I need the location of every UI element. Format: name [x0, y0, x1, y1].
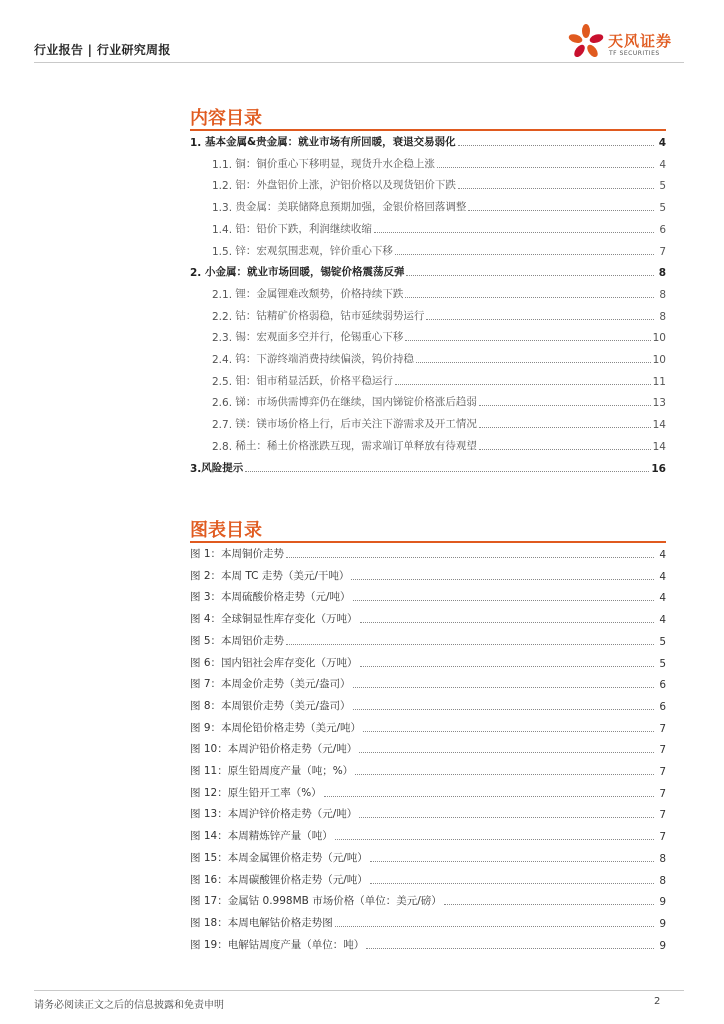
figures-entry-page: 6: [659, 700, 666, 713]
footer-divider: [34, 990, 684, 991]
figures-entry-page: 4: [659, 614, 666, 627]
contents-entry-page: 6: [659, 223, 666, 236]
contents-entry-title: 铜：铜价重心下移明显，现货升水企稳上涨: [235, 157, 435, 170]
footer-disclaimer: 请务必阅读正文之后的信息披露和免责申明: [34, 1000, 224, 1011]
contents-entry-page: 8: [658, 267, 666, 280]
figures-entry-page: 4: [659, 549, 666, 561]
dot-leader: [395, 254, 654, 255]
figures-title: 图表目录: [190, 520, 262, 541]
figures-entry-page: 9: [659, 939, 666, 952]
dot-leader: [359, 752, 654, 753]
contents-entry-page: 8: [659, 310, 666, 323]
dot-leader: [468, 210, 654, 211]
figures-entry-title: 图 7：本周金价走势（美元/盎司）: [190, 678, 351, 691]
figures-entry-title: 图 13：本周沪锌价格走势（元/吨）: [190, 808, 358, 821]
dot-leader: [366, 948, 654, 949]
contents-entry-page: 14: [652, 419, 666, 432]
contents-entry[interactable]: [190, 370, 666, 388]
figures-entry[interactable]: [190, 738, 666, 756]
contents-entry-number: 1.5.: [212, 245, 236, 258]
figures-entry-page: 7: [659, 744, 666, 757]
figures-entry[interactable]: [190, 934, 666, 952]
contents-entry[interactable]: [190, 196, 666, 214]
contents-entry-title: 铝：外盘铝价上涨，沪铝价格以及现货铝价下跌: [235, 179, 456, 192]
dot-leader: [405, 340, 650, 341]
figures-entry-page: 8: [659, 852, 666, 865]
dot-leader: [479, 449, 651, 450]
dot-leader: [479, 405, 651, 406]
figures-entry[interactable]: [190, 652, 666, 670]
contents-entry-page: 8: [659, 288, 666, 301]
contents-entry-number: 2.8.: [212, 440, 236, 453]
figures-entry[interactable]: [190, 608, 666, 626]
contents-entry-number: 1.1.: [212, 158, 236, 171]
figures-entry-page: 5: [659, 657, 666, 670]
dot-leader: [324, 796, 654, 797]
dot-leader: [458, 145, 654, 146]
contents-entry-number: 2.6.: [212, 397, 236, 410]
figures-entry-title: 图 18：本周电解钴价格走势图: [190, 916, 333, 929]
dot-leader: [437, 167, 654, 168]
header-divider: [34, 62, 684, 63]
dot-leader: [405, 297, 654, 298]
contents-entry-title: 锂：金属锂难改颓势，价格持续下跌: [235, 287, 404, 300]
contents-entry-page: 13: [652, 397, 666, 410]
contents-entry[interactable]: [190, 283, 666, 301]
figures-entry-title: 图 14：本周精炼锌产量（吨）: [190, 830, 333, 843]
contents-title: 内容目录: [190, 108, 262, 129]
contents-entry-title: 贵金属：美联储降息预期加强，金银价格回落调整: [235, 201, 467, 214]
contents-entry-number: 2.7.: [212, 419, 236, 432]
contents-entry-number: 2.5.: [212, 375, 236, 388]
figures-entry-title: 图 6：国内铝社会库存变化（万吨）: [190, 656, 358, 669]
contents-entry-number: 2.2.: [212, 310, 236, 323]
figures-entry-page: 7: [659, 809, 666, 822]
contents-entry-number: 2.: [190, 267, 205, 280]
figures-entry-title: 图 10：本周沪铅价格走势（元/吨）: [190, 743, 358, 756]
dot-leader: [360, 622, 654, 623]
contents-entry[interactable]: [190, 240, 666, 258]
dot-leader: [335, 839, 654, 840]
contents-entry[interactable]: [190, 305, 666, 323]
contents-entry-number: 2.3.: [212, 332, 236, 345]
contents-entry[interactable]: [190, 435, 666, 453]
contents-entry[interactable]: [190, 174, 666, 192]
contents-entry-title: 钼：钼市稍显活跃，价格平稳运行: [235, 374, 393, 387]
contents-entry-page: 5: [659, 180, 666, 193]
contents-entry-page: 7: [659, 245, 666, 258]
dot-leader: [370, 883, 654, 884]
figures-entry[interactable]: [190, 847, 666, 865]
contents-entry-title: 锌：宏观氛围悲观，锌价重心下移: [235, 244, 393, 257]
dot-leader: [370, 861, 654, 862]
figures-entry-page: 4: [659, 570, 666, 583]
contents-entry-number: 2.1.: [212, 288, 236, 301]
contents-entry-title: 小金属：就业市场回暖，锡锭价格震荡反弹: [204, 266, 405, 279]
dot-leader: [444, 904, 654, 905]
contents-entry-title: 基本金属&贵金属：就业市场有所回暖，衰退交易弱化: [204, 136, 456, 148]
dot-leader: [360, 666, 654, 667]
figures-entry-title: 图 19：电解钴周度产量（单位：吨）: [190, 938, 365, 951]
dot-leader: [353, 687, 654, 688]
figures-entry-title: 图 16：本周碳酸锂价格走势（元/吨）: [190, 873, 368, 886]
figures-entry-page: 7: [659, 766, 666, 778]
contents-entry[interactable]: [190, 413, 666, 431]
dot-leader: [395, 384, 651, 385]
figures-entry-page: 6: [659, 679, 666, 692]
contents-entry-page: 10: [652, 332, 666, 345]
contents-entry-number: 3.: [190, 462, 202, 475]
dot-leader: [245, 471, 649, 472]
contents-entry-number: 1.3.: [212, 202, 236, 215]
dot-leader: [374, 232, 654, 233]
figures-entry-title: 图 1：本周铜价走势: [190, 548, 285, 560]
dot-leader: [416, 362, 651, 363]
dot-leader: [363, 731, 654, 732]
contents-entry-title: 锑：市场供需博弈仍在继续，国内锑锭价格涨后趋弱: [235, 396, 477, 409]
figures-entry-title: 图 12：原生铅开工率（%）: [190, 786, 322, 799]
contents-entry-page: 4: [658, 137, 666, 149]
contents-entry[interactable]: [190, 391, 666, 409]
figures-entry-page: 9: [659, 896, 666, 909]
contents-entry-number: 1.: [190, 137, 205, 149]
dot-leader: [355, 774, 654, 775]
dot-leader: [359, 817, 654, 818]
contents-entry-title: 锡：宏观面多空并行，伦锡重心下移: [235, 331, 404, 344]
figures-entry[interactable]: [190, 717, 666, 735]
figures-entry[interactable]: [190, 803, 666, 821]
contents-entry[interactable]: [190, 326, 666, 344]
contents-entry-title: 镁：镁市场价格上行，后市关注下游需求及开工情况: [235, 418, 477, 431]
dot-leader: [351, 579, 654, 580]
contents-entry-number: 1.4.: [212, 223, 236, 236]
contents-entry-number: 2.4.: [212, 354, 236, 366]
contents-entry[interactable]: [190, 131, 666, 149]
contents-entry-page: 10: [652, 354, 666, 366]
dot-leader: [286, 557, 654, 558]
figures-entry-title: 图 17：金属钴 0.998MB 市场价格（单位：美元/磅）: [190, 895, 442, 908]
figures-entry-title: 图 9：本周伦铅价格走势（美元/吨）: [190, 721, 362, 734]
logo-subtitle: TF SECURITIES: [609, 50, 660, 57]
contents-entry-title: 风险提示: [201, 461, 244, 474]
figures-entry-page: 8: [659, 874, 666, 887]
figures-entry[interactable]: [190, 673, 666, 691]
contents-entry-page: 5: [659, 202, 666, 215]
figures-entry-page: 9: [659, 917, 666, 930]
figures-entry-page: 7: [659, 787, 666, 800]
page-number: 2: [654, 996, 661, 1007]
figures-entry-title: 图 3：本周硫酸价格走势（元/吨）: [190, 591, 351, 604]
dot-leader: [406, 275, 654, 276]
dot-leader: [426, 319, 654, 320]
contents-entry-title: 铅：铅价下跌，利润继续收缩: [235, 222, 372, 235]
figures-entry[interactable]: [190, 630, 666, 648]
contents-entry-page: 4: [659, 158, 666, 171]
figures-entry[interactable]: [190, 543, 666, 561]
contents-entry-number: 1.2.: [212, 180, 236, 193]
figures-entry[interactable]: [190, 586, 666, 604]
figures-entry[interactable]: [190, 825, 666, 843]
figures-entry-page: 4: [659, 592, 666, 605]
figures-entry-title: 图 8：本周银价走势（美元/盎司）: [190, 699, 351, 712]
figures-entry[interactable]: [190, 912, 666, 930]
figures-entry-title: 图 2：本周 TC 走势（美元/干吨）: [190, 569, 350, 582]
dot-leader: [458, 188, 654, 189]
contents-entry-title: 钨：下游终端消费持续偏淡，钨价持稳: [235, 353, 414, 365]
contents-entry[interactable]: [190, 261, 666, 279]
contents-entry-page: 16: [651, 462, 666, 475]
contents-entry[interactable]: [190, 153, 666, 171]
dot-leader: [353, 709, 654, 710]
figures-entry-page: 7: [659, 722, 666, 735]
contents-entry[interactable]: [190, 457, 666, 475]
figures-entry-title: 图 4：全球铜显性库存变化（万吨）: [190, 613, 358, 626]
contents-entry-page: 11: [652, 375, 666, 388]
report-category: 行业报告 | 行业研究周报: [34, 43, 171, 57]
figures-entry[interactable]: [190, 890, 666, 908]
dot-leader: [479, 427, 651, 428]
figures-entry[interactable]: [190, 695, 666, 713]
contents-entry-title: 稀土：稀土价格涨跌互现，需求端订单释放有待观望: [235, 439, 477, 452]
dot-leader: [286, 644, 654, 645]
figures-entry-title: 图 11：原生铅周度产量（吨；%）: [190, 765, 354, 777]
figures-entry[interactable]: [190, 760, 666, 778]
contents-entry-page: 14: [652, 440, 666, 453]
dot-leader: [335, 926, 654, 927]
figures-entry-page: 5: [659, 635, 666, 648]
contents-entry-title: 钴：钴精矿价格弱稳，钴市延续弱势运行: [235, 309, 425, 322]
figures-entry[interactable]: [190, 869, 666, 887]
figures-entry-page: 7: [659, 831, 666, 844]
figures-entry[interactable]: [190, 782, 666, 800]
figures-entry-title: 图 5：本周铝价走势: [190, 634, 285, 647]
contents-entry[interactable]: [190, 348, 666, 366]
figures-entry[interactable]: [190, 565, 666, 583]
contents-entry[interactable]: [190, 218, 666, 236]
dot-leader: [353, 600, 654, 601]
figures-entry-title: 图 15：本周金属锂价格走势（元/吨）: [190, 851, 368, 864]
logo-name: 天风证券: [608, 32, 673, 50]
